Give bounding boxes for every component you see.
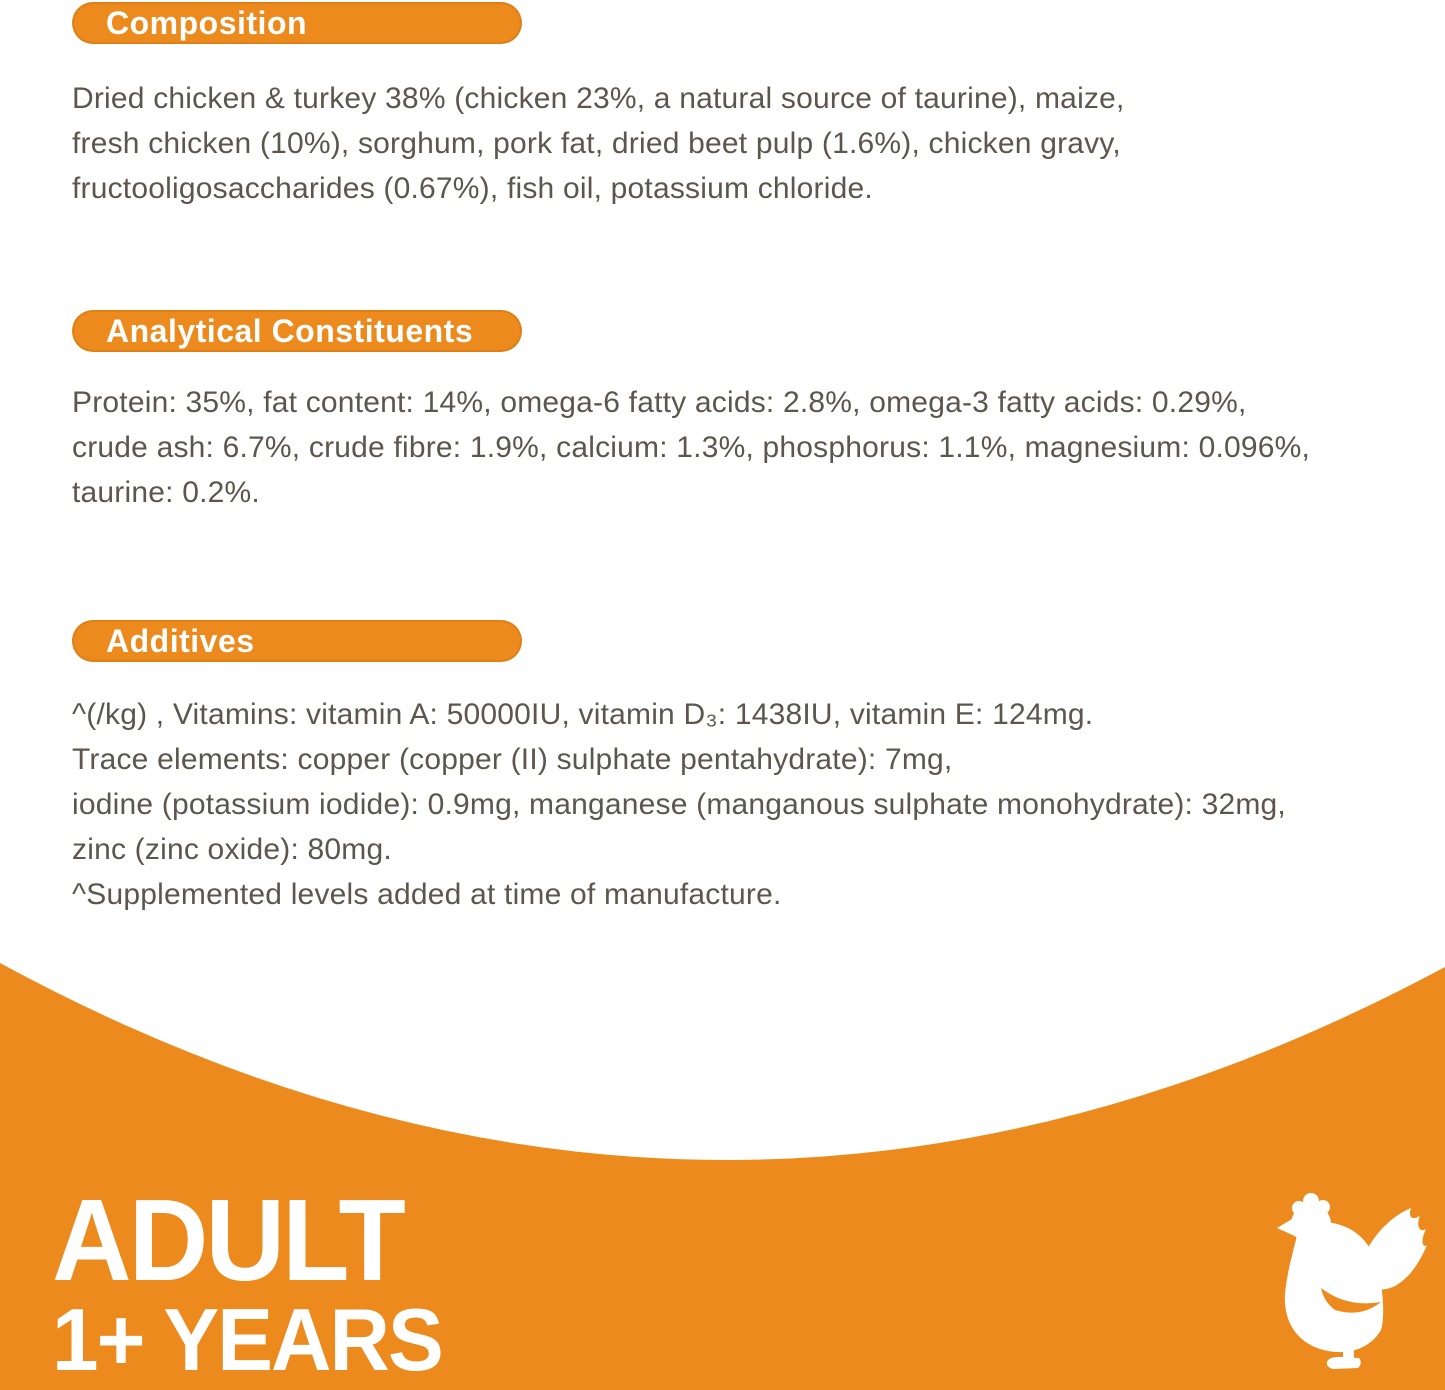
additives-text (72, 692, 1422, 917)
composition-line: fructooligosaccharides (0.67%), fish oil, potassium chloride. (72, 172, 873, 205)
additives-line: zinc (zinc oxide): 80mg. (72, 833, 392, 866)
additives-line: iodine (potassium iodide): 0.9mg, manganese (manganous sulphate monohydrate): 32mg, (72, 788, 1286, 821)
analytical-line: taurine: 0.2%. (72, 476, 260, 509)
additives-line: ^Supplemented levels added at time of manufacture. (72, 878, 782, 911)
additives-line: ^(/kg) , Vitamins: vitamin A: 50000IU, vitamin D₃: 1438IU, vitamin E: 124mg. (72, 698, 1094, 731)
age-range-label: 1+ YEARS (52, 1290, 442, 1389)
life-stage-label: ADULT (52, 1175, 403, 1305)
analytical-line: Protein: 35%, fat content: 14%, omega-6 fatty acids: 2.8%, omega-3 fatty acids: 0.29%, (72, 386, 1247, 419)
composition-line: Dried chicken & turkey 38% (chicken 23%, a natural source of taurine), maize, (72, 82, 1125, 115)
composition-line: fresh chicken (10%), sorghum, pork fat, dried beet pulp (1.6%), chicken gravy, (72, 127, 1121, 160)
analytical-constituents-text (72, 380, 1422, 515)
analytical-line: crude ash: 6.7%, crude fibre: 1.9%, calcium: 1.3%, phosphorus: 1.1%, magnesium: 0.096%, (72, 431, 1311, 464)
chicken-icon (1268, 1192, 1430, 1370)
section-header-additives: Additives (72, 620, 522, 662)
section-header-composition: Composition (72, 2, 522, 44)
composition-text (72, 76, 1422, 211)
additives-line: Trace elements: copper (copper (II) sulphate pentahydrate): 7mg, (72, 743, 953, 776)
section-header-analytical-constituents: Analytical Constituents (72, 310, 522, 352)
